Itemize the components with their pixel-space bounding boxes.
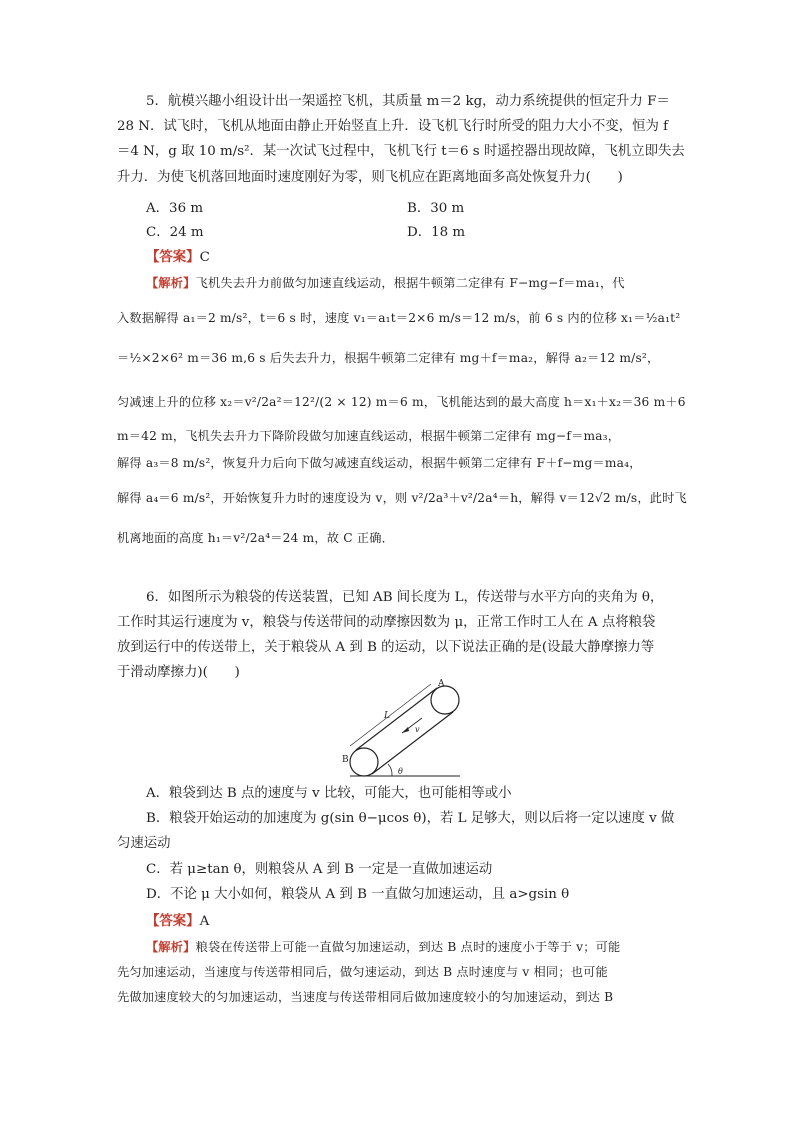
q5-answer-value: C [199,250,210,265]
q5-option-a: A．36 m [146,201,204,216]
label-theta: θ [398,767,403,776]
q5-answer-tag: 【答案】 [146,249,200,265]
conveyor-figure [330,676,480,784]
velocity-arrow-head [402,727,409,733]
q5-analysis-line-7: 解得 a₄＝6 m/s²，开始恢复升力时的速度设为 v，则 v²/2a³＋v²/2a⁴＝h，解得 v＝12√2 m/s，此时飞 [117,491,687,505]
label-l: L [384,711,390,721]
q6-analysis-text-1: 粮袋在传送带上可能一直做匀加速运动，到达 B 点时的速度小于等于 v；可能 [195,940,621,954]
label-v: v [415,725,420,734]
q5-analysis-line-2: 入数据解得 a₁＝2 m/s²，t＝6 s 时，速度 v₁＝a₁t＝2×6 m/s＝12 m/s，前 6 s 内的位移 x₁＝½a₁t² [117,311,681,325]
q6-option-b-cont: 匀速运动 [117,836,171,851]
q6-stem-line-2: 工作时其运行速度为 v，粮袋与传送带间的动摩擦因数为 μ，正常工作时工人在 A 点将粮袋 [117,615,656,630]
label-b: B [342,755,349,765]
q6-answer-row [146,911,209,932]
q5-analysis-text-1: 飞机失去升力前做匀加速直线运动，根据牛顿第二定律有 F−mg−f＝ma₁，代 [195,276,625,290]
q6-option-c: C．若 μ≥tan θ，则粮袋从 A 到 B 一定是一直做加速运动 [146,862,493,877]
q5-stem-line-3: ＝4 N，g 取 10 m/s²．某一次试飞过程中，飞机飞行 t＝6 s 时遥控器出现故障，飞机立即失去 [117,144,685,159]
roller-a [431,686,459,714]
q5-analysis-line-6: 解得 a₃＝8 m/s²，恢复升力后向下做匀减速直线运动，根据牛顿第二定律有 F＋f−mg＝ma₄， [117,456,642,470]
q6-stem-line-3: 放到运行中的传送带上，关于粮袋从 A 到 B 的运动，以下说法正确的是(设最大静摩擦力等 [117,640,655,655]
q5-option-c: C．24 m [146,225,204,240]
length-dimension-line [350,684,431,746]
q5-analysis-line-4: 匀减速上升的位移 x₂＝v²/2a²＝12²/(2 × 12) m＝6 m，飞机能达到的最大高度 h＝x₁＋x₂＝36 m＋6 [117,395,686,409]
q6-analysis-line-1 [146,937,620,957]
q6-answer-value: A [199,914,210,929]
q6-option-b: B．粮袋开始运动的加速度为 g(sin θ−μcos θ)，若 L 足够大，则以后将一定以速度 v 做 [146,811,675,826]
q5-answer-row [146,247,210,268]
q5-stem-line-1: 5．航模兴趣小组设计出一架遥控飞机，其质量 m＝2 kg，动力系统提供的恒定升力 F＝ [146,94,670,109]
q5-analysis-line-5: m＝42 m，飞机失去升力下降阶段做匀加速直线运动，根据牛顿第二定律有 mg−f＝ma₃， [117,429,621,443]
q6-analysis-tag: 【解析】 [146,940,196,954]
q5-option-d: D．18 m [407,225,466,240]
belt-bottom [372,712,453,774]
q5-stem-line-2: 28 N．试飞时，飞机从地面由静止开始竖直上升．设飞机飞行时所受的阻力大小不变，恒为 f [117,119,669,134]
q6-answer-tag: 【答案】 [146,913,200,929]
q6-option-d: D．不论 μ 大小如何，粮袋从 A 到 B 一直做匀加速运动，且 a>gsin θ [146,887,570,902]
q6-stem-line-1: 6．如图所示为粮袋的传送装置，已知 AB 间长度为 L，传送带与水平方向的夹角为 θ， [146,590,664,605]
belt-top [356,688,437,750]
label-a: A [438,679,445,689]
q6-stem-line-4: 于滑动摩擦力)( ) [117,665,240,680]
theta-arc [388,764,392,776]
q5-analysis-tag: 【解析】 [146,276,196,290]
q6-analysis-line-2: 先匀加速运动，当速度与传送带相同后，做匀速运动，到达 B 点时速度与 v 相同；也可能 [117,965,608,979]
q5-analysis-line-3: ＝½×2×6² m＝36 m,6 s 后失去升力，根据牛顿第二定律有 mg＋f＝ma₂，解得 a₂＝12 m/s²， [117,351,660,365]
roller-b [350,748,378,776]
q5-analysis-line-1 [146,273,625,293]
q6-analysis-line-3: 先做加速度较大的匀加速运动，当速度与传送带相同后做加速度较小的匀加速运动，到达 B [117,990,614,1004]
q5-stem-line-4: 升力．为使飞机落回地面时速度刚好为零，则飞机应在距离地面多高处恢复升力( ) [117,170,623,185]
q6-option-a: A．粮袋到达 B 点的速度与 v 比较，可能大，也可能相等或小 [146,786,512,801]
q5-analysis-line-8: 机离地面的高度 h₁＝v²/2a⁴＝24 m，故 C 正确． [117,531,395,545]
q5-option-b: B．30 m [407,201,465,216]
